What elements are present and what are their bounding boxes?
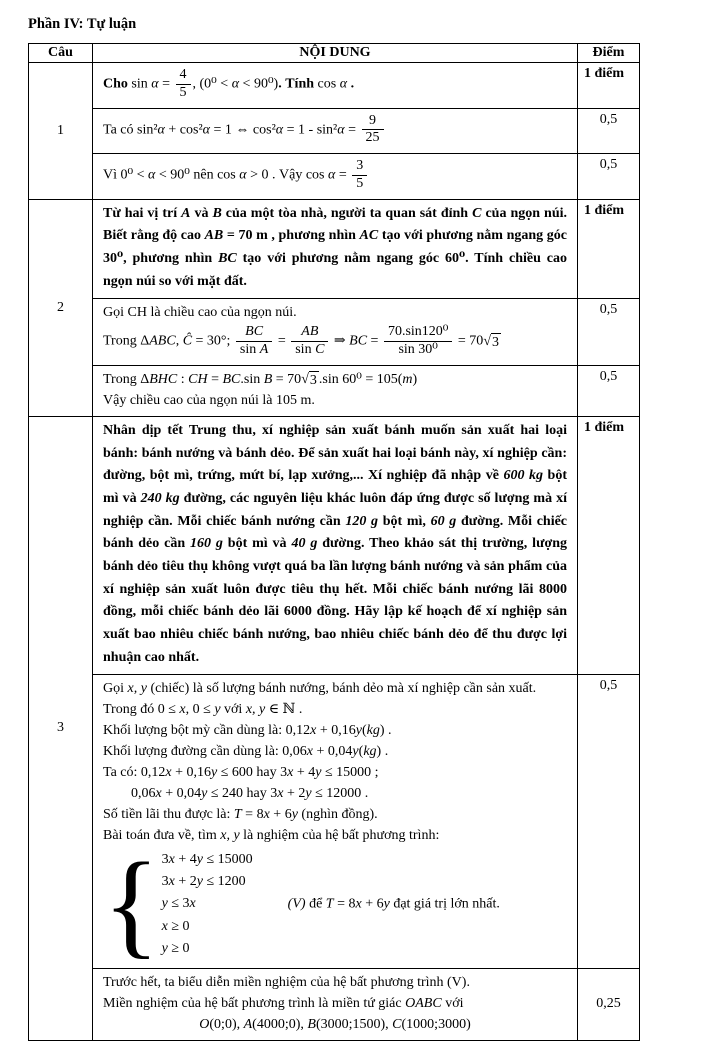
paragraph: Nhân dịp tết Trung thu, xí nghiệp sản xuất bánh muốn sản xuất hai loại bánh: bánh nướng và bánh dẻo. Để sản xuất hai loại bánh này, xí nghiệp cần: đường, bột mì, trứng, mứt bí, lạp xưởng,... Xí nghiệp đã nhập về 600 kg bột mì và 240 kg đường, các nguyên liệu khác luôn đáp ứng được số lượng mà xí nghiệp cần. Mỗi chiếc bánh nướng cần 120 g bột mì, 60 g đường. Mỗi chiếc bánh dẻo cần 160 g bột mì và 40 g đường. Theo khảo sát thị trường, lượng bánh dẻo tiêu thụ không vượt quá ba lần lượng bánh nướng và sản phẩm của xí nghiệp sản xuất luôn được tiêu thụ hết. Mỗi chiếc bánh nướng lãi 8000 đồng, mỗi chiếc bánh dẻo lãi 6000 đồng. Hãy lập kế hoạch để xí nghiệp sản xuất bao nhiêu chiếc bánh nướng, bao nhiêu chiếc bánh dẻo để thu được lợi nhuận cao nhất. <box>103 423 568 665</box>
table-row <box>29 417 640 675</box>
system-inequality: y ≥ 0 <box>161 941 190 957</box>
square-root: √ 3 <box>301 372 317 389</box>
paragraph: Gọi CH là chiều cao của ngọn núi. <box>103 305 297 321</box>
question-number: 2 <box>29 199 93 416</box>
paragraph: Bài toán đưa về, tìm x, y là nghiệm của hệ bất phương trình: <box>103 828 440 844</box>
header-cau: Câu <box>29 44 93 63</box>
points-cell: 0,5 <box>578 108 640 154</box>
paragraph: Ta có: 0,12x + 0,16y ≤ 600 hay 3x + 4y ≤ 15000 ; <box>103 765 379 781</box>
question-number: 1 <box>29 63 93 200</box>
table-row <box>29 199 640 299</box>
paragraph: Ta có sin²α + cos²α = 1 ⇔ cos²α = 1 - sin²α = $\frac{9}{25}$ <box>103 112 567 149</box>
answer-content-cell <box>93 968 578 1040</box>
answer-content-cell <box>93 366 578 417</box>
fraction: $\frac{3}{5}$ <box>352 158 367 193</box>
header-diem: Điểm <box>578 44 640 63</box>
table-row <box>29 675 640 968</box>
paragraph: Miền nghiệm của hệ bất phương trình là miền tứ giác OABC với <box>103 995 464 1011</box>
table-row <box>29 299 640 366</box>
paragraph: Trước hết, ta biểu diễn miền nghiệm của hệ bất phương trình (V). <box>103 974 470 990</box>
points-cell: 1 điểm <box>578 417 640 675</box>
table-row <box>29 108 640 154</box>
points-cell: 1 điểm <box>578 199 640 299</box>
paragraph: 0,06x + 0,04y ≤ 240 hay 3x + 2y ≤ 12000 . <box>103 786 369 802</box>
answer-content-cell <box>93 63 578 109</box>
section-heading: Phần IV: Tự luận <box>28 16 137 32</box>
points-cell: 0,5 <box>578 675 640 968</box>
header-noidung: NỘI DUNG <box>93 44 578 63</box>
left-brace-icon: { <box>103 838 160 970</box>
answer-content-cell <box>93 154 578 200</box>
inequality-system <box>103 838 253 970</box>
paragraph: { 3x + 4y ≤ 15000 3x + 2y ≤ 1200 y ≤ 3x x ≥ 0 y ≥ 0 (V) để T = 8x + 6y đạt giá trị lớn nhất. <box>103 838 500 970</box>
fraction: $\frac{9}{25}$ <box>362 113 384 148</box>
paragraph: Trong đó 0 ≤ x, 0 ≤ y với x, y ∈ ℕ . <box>103 702 303 718</box>
table-row <box>29 968 640 1040</box>
header-row <box>29 44 640 63</box>
fraction: $\frac{BC}{\text{sin A}}$ <box>236 324 272 359</box>
paragraph: O(0;0), A(4000;0), B(3000;1500), C(1000;3000) <box>199 1016 471 1032</box>
answer-content-cell <box>93 675 578 968</box>
paragraph: Vậy chiều cao của ngọn núi là 105 m. <box>103 393 315 409</box>
table-row <box>29 63 640 109</box>
answer-content-cell <box>93 108 578 154</box>
paragraph: Từ hai vị trí A và B của một tòa nhà, người ta quan sát đỉnh C của ngọn núi. Biết rằng độ cao AB = 70 m , phương nhìn AC tạo với phương nằm ngang góc 30⁰, phương nhìn BC tạo với phương nằm ngang góc 60⁰. Tính chiều cao ngọn núi so với mặt đất. <box>103 205 567 289</box>
system-inequality: 3x + 2y ≤ 1200 <box>161 873 246 889</box>
points-cell: 1 điểm <box>578 63 640 109</box>
fraction: $\frac{AB}{\text{sin C}}$ <box>291 324 328 359</box>
paragraph: Khối lượng đường cần dùng là: 0,06x + 0,04y(kg) . <box>103 744 389 760</box>
fraction: $\frac{\text{70.sin120⁰}}{\text{sin 30⁰}}$ <box>384 324 452 359</box>
points-cell: 0,5 <box>578 154 640 200</box>
paragraph: Cho sin α = $\frac{4}{5}$ , (0⁰ < α < 90⁰). Tính cos α . <box>103 67 355 100</box>
paragraph: Gọi x, y (chiếc) là số lượng bánh nướng, bánh dẻo mà xí nghiệp cần sản xuất. <box>103 681 537 697</box>
table-row <box>29 154 640 200</box>
table-row <box>29 366 640 417</box>
answer-table <box>28 43 640 1041</box>
answer-content-cell <box>93 199 578 299</box>
points-cell: 0,5 <box>578 366 640 417</box>
table-header <box>29 44 640 63</box>
question-number: 3 <box>29 417 93 1040</box>
paragraph: Khối lượng bột mỳ cần dùng là: 0,12x + 0,16y(kg) . <box>103 723 392 739</box>
answer-table-body <box>29 63 640 1041</box>
paragraph: Số tiền lãi thu được là: T = 8x + 6y (nghìn đồng). <box>103 807 378 823</box>
answer-content-cell <box>93 299 578 366</box>
system-inequality: x ≥ 0 <box>161 918 190 934</box>
points-cell: 0,25 <box>578 968 640 1040</box>
fraction: $\frac{4}{5}$ <box>176 67 191 102</box>
system-inequality: 3x + 4y ≤ 15000 <box>161 851 253 867</box>
system-inequality: y ≤ 3x <box>161 896 196 912</box>
answer-content-cell <box>93 417 578 675</box>
square-root: √ 3 <box>483 333 499 350</box>
paragraph: Trong ΔABC, Ĉ = 30°; $\frac{BC}{\text{sin A}}$ = $\frac{AB}{\text{sin C}}$ ⇒ BC = $\frac{\text{70.sin120⁰}}{\text{sin 30⁰}}$ = 70 √ 3 <box>103 324 499 358</box>
points-cell: 0,5 <box>578 299 640 366</box>
paragraph: Vì 0⁰ < α < 90⁰ nên cos α > 0 . Vậy cos α = $\frac{3}{5}$ <box>103 157 567 194</box>
paragraph: Trong ΔBHC : CH = BC.sin B = 70 √ 3 .sin 60⁰ = 105(m) <box>103 372 418 389</box>
